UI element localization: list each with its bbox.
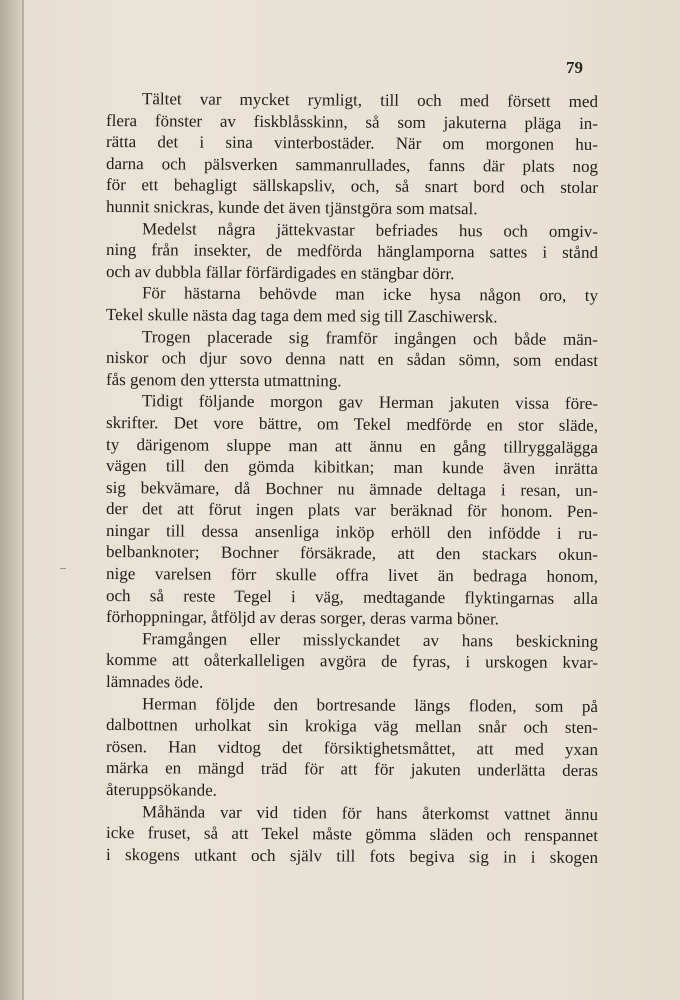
binding-edge: [22, 0, 24, 1000]
binding-shadow: [0, 0, 22, 1000]
text-line: för ett behagligt sällskapsliv, och, så snart bord och stolar: [105, 175, 599, 198]
text-line: ty därigenom sluppe man att ännu en gång tillryggalägga: [105, 434, 599, 457]
text-line: ning från insekter, de medförda hänglamporna sattes i stånd: [105, 240, 599, 263]
text-line: Framgången eller misslyckandet av hans beskickning: [141, 629, 599, 651]
text-line: Herman följde den bortresande längs floden, som på: [141, 693, 599, 716]
text-line: skrifter. Det vore bättre, om Tekel medförde en stor släde,: [105, 412, 599, 435]
text-line: der det att förut ingen plats var beräknad för honom. Pen-: [105, 499, 599, 522]
text-line: Trogen placerade sig framför ingången och både män-: [141, 326, 599, 349]
text-line: nige varelsen förr skulle offra livet än bedraga honom,: [105, 564, 599, 587]
text-line: flera fönster av fiskblåsskinn, så som jakuterna pläga in-: [105, 110, 599, 133]
text-line: hunnit snickras, kunde det även tjänstgöra som matsal.: [105, 196, 478, 219]
text-line: ningar till dessa ansenliga inköp erhöll den infödde i ru-: [105, 520, 599, 543]
margin-mark: [60, 568, 66, 569]
text-line: i skogens utkant och själv till fots begiva sig in i skogen: [105, 844, 599, 867]
text-line: lämnades öde.: [105, 672, 204, 692]
text-line: Måhända var vid tiden för hans återkomst vattnet ännu: [141, 801, 599, 824]
text-line: Medelst några jättekvastar befriades hus och omgiv-: [141, 218, 599, 241]
page-number: 79: [566, 58, 583, 77]
text-line: och av dubbla fällar förfärdigades en stängbar dörr.: [105, 261, 455, 283]
text-line: belbanknoter; Bochner försäkrade, att den stackars okun-: [105, 542, 599, 565]
text-line: dalbottnen urholkat sin krokiga väg mellan snår och sten-: [105, 715, 599, 738]
text-line: vägen till den gömda kibitkan; man kunde även inrätta: [105, 456, 599, 479]
text-line: rätta det i sina vinterbostäder. När om morgonen hu-: [105, 132, 599, 155]
text-line: fås genom den yttersta utmattning.: [105, 369, 342, 391]
text-line: rösen. Han vidtog det försiktighetsmåttet, att med yxan: [105, 736, 599, 759]
text-line: förhoppningar, åtföljd av deras sorger, deras varma böner.: [105, 607, 500, 629]
text-line: För hästarna behövde man icke hysa någon oro, ty: [141, 283, 599, 306]
text-line: icke fruset, så att Tekel måste gömma släden och renspannet: [105, 823, 599, 846]
text-line: sig bekvämare, då Bochner nu ämnade deltaga i resan, un-: [105, 477, 599, 500]
text-line: märka en mängd träd för att för jakuten underlätta deras: [105, 758, 599, 781]
text-line: Tältet var mycket rymligt, till och med försett med: [141, 89, 599, 112]
text-line: Tekel skulle nästa dag taga dem med sig till Zaschiwersk.: [105, 304, 498, 327]
text-line: återuppsökande.: [105, 780, 217, 800]
text-line: Tidigt följande morgon gav Herman jakuten vissa före-: [141, 391, 599, 414]
text-line: niskor och djur sovo denna natt en sådan sömn, som endast: [105, 348, 599, 371]
body-text: [106, 88, 598, 865]
text-line: och så reste Tegel i väg, medtagande flyktingarnas alla: [105, 585, 599, 608]
text-line: komme att oåterkalleligen avgöra de fyras, i urskogen kvar-: [105, 650, 599, 673]
text-line: darna och pälsverken sammanrullades, fanns där plats nog: [105, 153, 599, 176]
